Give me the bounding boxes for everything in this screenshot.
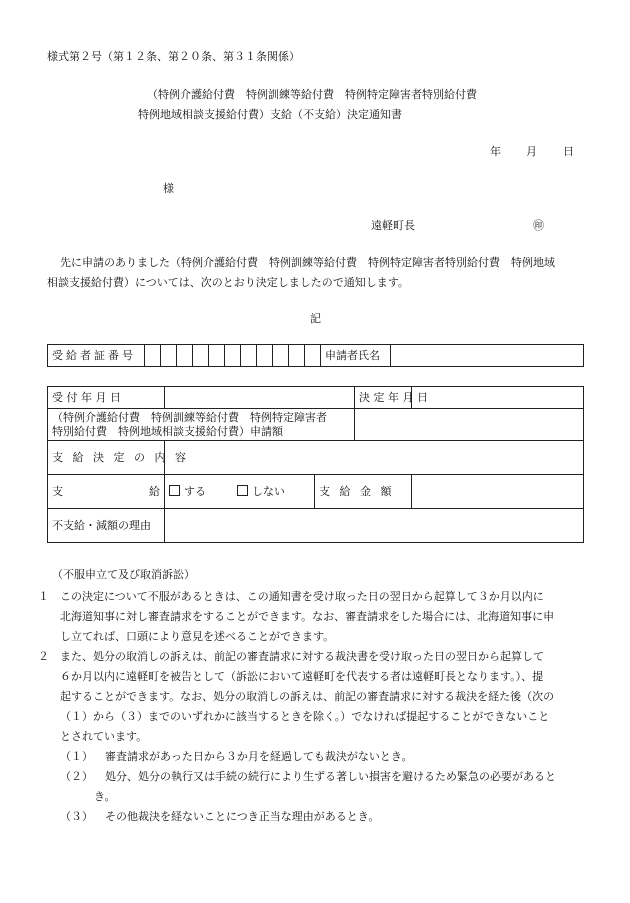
item2-line: 起することができます。なお、処分の取消しの訴えは、前記の審査請求に対する裁決を経た後（次の [60, 690, 555, 703]
reason-label: 不支給・減額の理由 [48, 509, 165, 543]
payment-options [165, 475, 315, 509]
payment-label [48, 475, 165, 509]
form-number: 様式第２号（第１２条、第２０条、第３１条関係） [47, 50, 300, 63]
intro-line-1: 先に申請のありました（特例介護給付費 特例訓練等給付費 特例特定障害者特別給付費 特例地域 [60, 256, 555, 269]
option-yes-label: する [184, 484, 206, 498]
decision-content-field[interactable] [165, 441, 584, 475]
recipient-no-digit[interactable] [241, 345, 257, 367]
applicant-name-field[interactable] [391, 345, 584, 367]
sub1-text: 審査請求があった日から３か月を経過しても裁決がないとき。 [105, 750, 413, 763]
decision-table [47, 386, 584, 543]
option-yes-checkbox[interactable] [169, 485, 206, 498]
date-day: 日 [563, 145, 574, 158]
item1-line: し立てれば、口頭により意見を述べることができます。 [60, 630, 335, 643]
payment-label-right: 給 [149, 484, 160, 498]
recipient-table [47, 344, 584, 367]
option-no-label: しない [252, 484, 285, 498]
receipt-date-label: 受 付 年 月 日 [48, 387, 165, 409]
date-month: 月 [526, 145, 537, 158]
recipient-no-spacer [305, 345, 321, 367]
recipient-no-digit[interactable] [193, 345, 209, 367]
applied-amount-field[interactable] [355, 409, 584, 441]
recipient-no-digit[interactable] [289, 345, 305, 367]
recipient-no-digit[interactable] [161, 345, 177, 367]
issuer-name: 遠軽町長 [371, 219, 415, 232]
recipient-no-digit[interactable] [209, 345, 225, 367]
item1-number: １ [38, 590, 49, 603]
item2-line: （１）から（３）までのいずれかに該当するときを除く。）でなければ提起することができないこと [60, 710, 550, 723]
item2-line: また、処分の取消しの訴えは、前記の審査請求に対する裁決書を受け取った日の翌日から起算して [60, 650, 544, 663]
decision-date-field[interactable] [412, 387, 584, 409]
reason-field[interactable] [165, 509, 584, 543]
recipient-no-digit[interactable] [225, 345, 241, 367]
appeal-heading: （不服申立て及び取消訴訟） [52, 568, 195, 581]
sub2-text-line-2: き。 [94, 790, 116, 803]
checkbox-icon [237, 485, 248, 496]
title-line-2: 特例地域相談支援給付費）支給（不支給）決定通知書 [138, 108, 402, 121]
sub3-number: （３） [60, 810, 93, 823]
sub2-text-line-1: 処分、処分の執行又は手続の続行により生ずる著しい損害を避けるため緊急の必要があると [105, 770, 556, 783]
intro-line-2: 相談支援給付費）については、次のとおり決定しましたので通知します。 [47, 276, 409, 289]
sub2-number: （２） [60, 770, 93, 783]
addressee-suffix: 様 [163, 182, 174, 195]
seal-mark: ㊞ [533, 219, 544, 232]
item1-line: この決定について不服があるときは、この通知書を受け取った日の翌日から起算して３か月以内に [60, 590, 544, 603]
payment-label-left: 支 [52, 484, 63, 498]
decision-content-label: 支 給 決 定 の 内 容 [48, 441, 165, 475]
option-no-checkbox[interactable] [237, 485, 285, 498]
item1-line: 北海道知事に対し審査請求をすることができます。なお、審査請求をした場合には、北海道知事に申 [60, 610, 555, 623]
applied-amount-label [48, 409, 355, 441]
applied-amount-label-line-2: 特別給付費 特例地域相談支援給付費）申請額 [52, 424, 283, 438]
recipient-no-digit[interactable] [145, 345, 161, 367]
sub1-number: （１） [60, 750, 93, 763]
decision-date-label: 決 定 年 月 日 [355, 387, 412, 409]
item2-line: とされています。 [60, 730, 148, 743]
recipient-no-digit[interactable] [273, 345, 289, 367]
applicant-name-label: 申請者氏名 [321, 345, 391, 367]
ki-heading: 記 [310, 312, 321, 325]
date-year: 年 [490, 145, 501, 158]
recipient-no-digit[interactable] [177, 345, 193, 367]
applied-amount-label-line-1: （特例介護給付費 特例訓練等給付費 特例特定障害者 [52, 410, 327, 424]
sub3-text: その他裁決を経ないことにつき正当な理由があるとき。 [105, 810, 380, 823]
recipient-no-label: 受給者証番号 [48, 345, 145, 367]
recipient-no-digit[interactable] [257, 345, 273, 367]
item2-number: ２ [38, 650, 49, 663]
checkbox-icon [169, 485, 180, 496]
receipt-date-field[interactable] [165, 387, 355, 409]
payment-amount-field[interactable] [412, 475, 584, 509]
title-line-1: （特例介護給付費 特例訓練等給付費 特例特定障害者特別給付費 [147, 88, 477, 101]
item2-line: ６か月以内に遠軽町を被告として（訴訟において遠軽町を代表する者は遠軽町長となります。）、提 [60, 670, 544, 683]
payment-amount-label: 支 給 金 額 [315, 475, 412, 509]
